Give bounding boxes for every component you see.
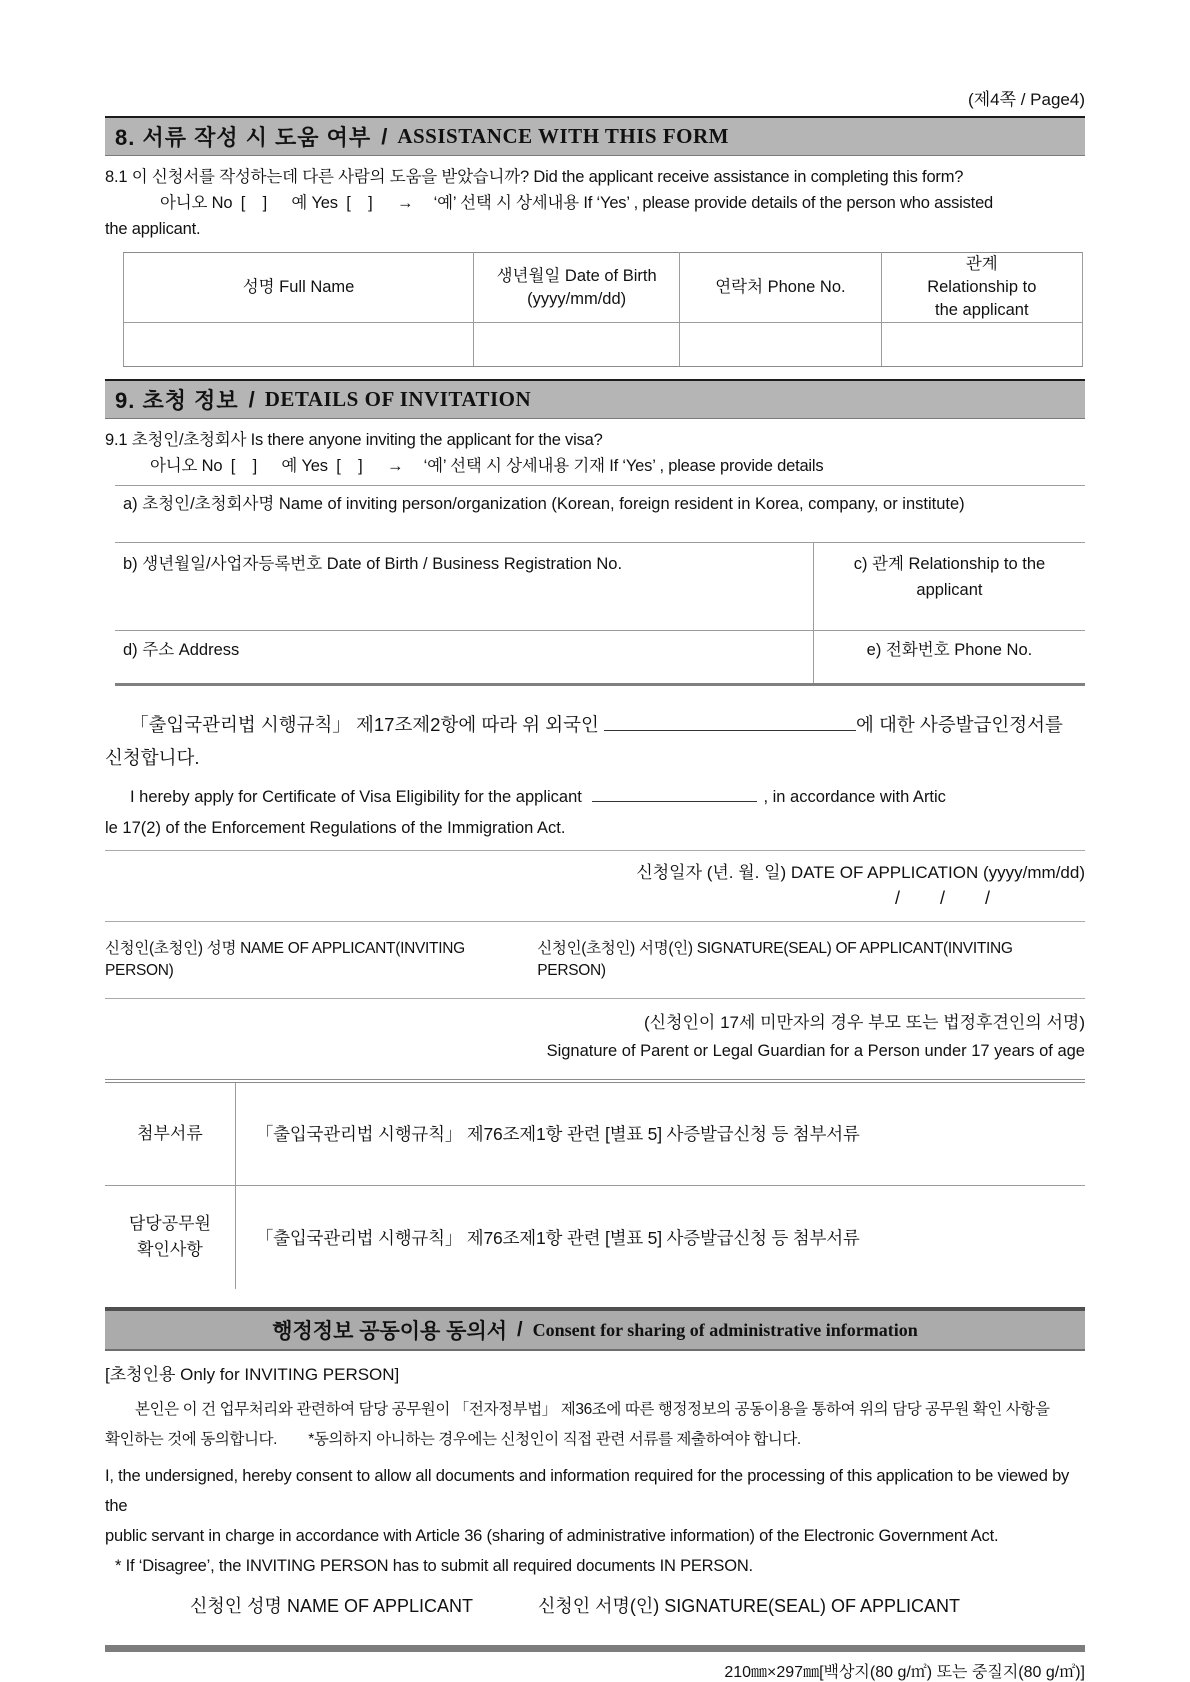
official-check-label-line1: 담당공무원 [128, 1214, 211, 1234]
application-date-field[interactable]: / / / [894, 888, 990, 908]
consent-only-for-note: [초청인용 Only for INVITING PERSON] [105, 1365, 400, 1384]
inviting-name-cell[interactable] [115, 486, 1085, 543]
guardian-signature-block [105, 999, 1085, 1065]
col-header-fullname-text: 성명 Full Name [242, 278, 355, 296]
official-check-text-cell [235, 1185, 1085, 1289]
applicant-name-signature-row [105, 922, 1085, 998]
official-check-label-line2: 확인사항 [137, 1240, 203, 1260]
applicant-name-label: 신청인(초청인) 성명 NAME OF APPLICANT(INVITING PERSON) [105, 940, 465, 979]
col-header-relationship [881, 253, 1082, 323]
col-header-fullname [124, 253, 474, 323]
statement-ko-line2: 신청합니다. [105, 747, 200, 768]
q8-1-options-cont: the applicant. [105, 220, 201, 238]
assistance-person-table [123, 252, 1083, 367]
address-label: d) 주소 Address [123, 641, 240, 659]
col-header-rel-line2: Relationship to [927, 278, 1037, 296]
consent-title-slash: / [517, 1318, 523, 1341]
attachments-text-cell [235, 1081, 1085, 1185]
address-cell[interactable] [115, 631, 813, 685]
applicant-name-blank-en[interactable] [592, 782, 757, 802]
section9-title-en: DETAILS OF INVITATION [264, 387, 532, 411]
statement-en-line1 [105, 782, 1085, 813]
dob-brn-label: b) 생년월일/사업자등록번호 Date of Birth / Business Registration No. [123, 555, 623, 573]
q8-yes-label: 예 Yes [291, 194, 338, 212]
q8-if-yes-note: ‘예’ 선택 시 상세내용 If ‘Yes’ , please provide details of the person who assisted [433, 194, 994, 212]
consent-english-paragraph [105, 1461, 1085, 1581]
consent-name-label: 신청인 성명 NAME OF APPLICANT [190, 1596, 473, 1616]
paper-spec-footer: 210㎜×297㎜[백상지(80 g/㎡) 또는 중질지(80 g/㎡)] [724, 1664, 1085, 1681]
consent-en-line2: public servant in charge in accordance with Article 36 (sharing of administrative information) of the Electronic Government Act. [105, 1527, 999, 1545]
statement-en-post: , in accordance with Artic [763, 788, 946, 806]
statement-ko-post: 에 대한 사증발급인정서를 [856, 714, 1063, 735]
attachments-label: 첨부서류 [137, 1123, 203, 1143]
page-marker: (제4쪽 / Page4) [968, 90, 1085, 109]
relationship-input-cell[interactable] [881, 323, 1082, 367]
q9-if-yes-note: ‘예’ 선택 시 상세내용 기재 If ‘Yes’ , please provide details [423, 457, 824, 475]
consent-title-en: Consent for sharing of administrative information [532, 1319, 918, 1340]
col-header-rel-line1: 관계 [965, 255, 998, 273]
consent-signature-row [105, 1593, 1085, 1619]
guardian-note-ko: (신청인이 17세 미만자의 경우 부모 또는 법정후견인의 서명) [644, 1013, 1085, 1032]
inviter-relationship-cell[interactable] [813, 543, 1085, 631]
q8-1-options [105, 190, 1085, 216]
q8-no-checkbox[interactable]: [ ] [240, 194, 267, 212]
q9-1-question: 9.1 초청인/초청회사 Is there anyone inviting the applicant for the visa? [105, 431, 603, 449]
arrow-right-icon: → [386, 457, 404, 475]
section9-header [105, 379, 1085, 419]
section8-title-slash: / [381, 123, 388, 149]
section8-title-ko: 8. 서류 작성 시 도움 여부 [115, 125, 372, 150]
col-header-rel-line3: the applicant [935, 301, 1029, 319]
official-check-label-cell [105, 1185, 235, 1289]
inviter-relationship-label-line2: applicant [916, 581, 983, 599]
inviter-phone-cell[interactable] [813, 631, 1085, 685]
consent-ko-line1: 본인은 이 건 업무처리와 관련하여 담당 공무원이 「전자정부법」 제36조에 따른 행정정보의 공동이용을 통하여 위의 담당 공무원 확인 사항을 [135, 1401, 1050, 1418]
col-header-phone-text: 연락처 Phone No. [715, 278, 846, 296]
consent-en-line1: I, the undersigned, hereby consent to allow all documents and information required for the processing of this application to be viewed by the [105, 1467, 1070, 1515]
section9-title-slash: / [248, 386, 255, 412]
phone-input-cell[interactable] [680, 323, 881, 367]
attachments-label-cell [105, 1081, 235, 1185]
statement-en-pre: I hereby apply for Certificate of Visa Eligibility for the applicant [130, 788, 582, 806]
statement-ko-pre: 「출입국관리법 시행규칙」 제17조제2항에 따라 위 외국인 [130, 714, 599, 735]
dob-input-cell[interactable] [474, 323, 680, 367]
statement-ko-line1 [105, 708, 1085, 741]
arrow-right-icon: → [396, 194, 414, 212]
application-date-label: 신청일자 (년. 월. 일) DATE OF APPLICATION (yyyy/mm/dd) [636, 863, 1085, 882]
invitation-table [115, 485, 1085, 686]
col-header-dob-line1: 생년월일 Date of Birth [496, 266, 657, 285]
q9-yes-label: 예 Yes [281, 457, 328, 475]
consent-ko-line2: 확인하는 것에 동의합니다. *동의하지 아니하는 경우에는 신청인이 직접 관련 서류를 제출하여야 합니다. [105, 1431, 801, 1448]
consent-title-ko: 행정정보 공동이용 동의서 [272, 1320, 508, 1343]
consent-en-line3: * If ‘Disagree’, the INVITING PERSON has to submit all required documents IN PERSON. [115, 1557, 753, 1575]
section8-header [105, 116, 1085, 156]
q8-no-label: 아니오 No [160, 194, 233, 212]
application-date-block [105, 851, 1085, 911]
q9-yes-checkbox[interactable]: [ ] [336, 457, 363, 475]
fullname-input-cell[interactable] [124, 323, 474, 367]
section8-title-en: ASSISTANCE WITH THIS FORM [397, 124, 729, 148]
applicant-name-blank-ko[interactable] [604, 711, 856, 731]
section9-title-ko: 9. 초청 정보 [115, 388, 239, 413]
dob-brn-cell[interactable] [115, 543, 813, 631]
col-header-phone [680, 253, 881, 323]
attachments-text: 「출입국관리법 시행규칙」 제76조제1항 관련 [별표 5] 사증발급신청 등 첨부서류 [255, 1124, 860, 1145]
consent-header [105, 1307, 1085, 1351]
inviting-name-label: a) 초청인/초청회사명 Name of inviting person/organization (Korean, foreign resident in Korea, company, or institute) [123, 495, 965, 513]
bottom-rule [105, 1645, 1085, 1652]
consent-seal-label: 신청인 서명(인) SIGNATURE(SEAL) OF APPLICANT [537, 1596, 960, 1616]
q9-no-label: 아니오 No [150, 457, 223, 475]
q9-no-checkbox[interactable]: [ ] [230, 457, 257, 475]
attachments-table [105, 1079, 1085, 1289]
consent-korean-paragraph [105, 1395, 1085, 1455]
q9-1-options [105, 453, 1085, 479]
statement-english [105, 782, 1085, 844]
inviter-phone-label: e) 전화번호 Phone No. [866, 641, 1033, 659]
col-header-dob [474, 253, 680, 323]
col-header-dob-line2: (yyyy/mm/dd) [527, 289, 627, 308]
statement-korean [105, 708, 1085, 774]
q8-yes-checkbox[interactable]: [ ] [346, 194, 373, 212]
statement-en-line2: le 17(2) of the Enforcement Regulations of the Immigration Act. [105, 819, 566, 837]
q8-1-question: 8.1 이 신청서를 작성하는데 다른 사람의 도움을 받았습니까? Did the applicant receive assistance in completing this form? [105, 168, 964, 186]
guardian-note-en: Signature of Parent or Legal Guardian for a Person under 17 years of age [546, 1042, 1085, 1060]
inviter-relationship-label-line1: c) 관계 Relationship to the [853, 555, 1046, 573]
applicant-signature-label: 신청인(초청인) 서명(인) SIGNATURE(SEAL) OF APPLICANT(INVITING PERSON) [537, 940, 1013, 979]
official-check-text: 「출입국관리법 시행규칙」 제76조제1항 관련 [별표 5] 사증발급신청 등 첨부서류 [255, 1227, 860, 1248]
